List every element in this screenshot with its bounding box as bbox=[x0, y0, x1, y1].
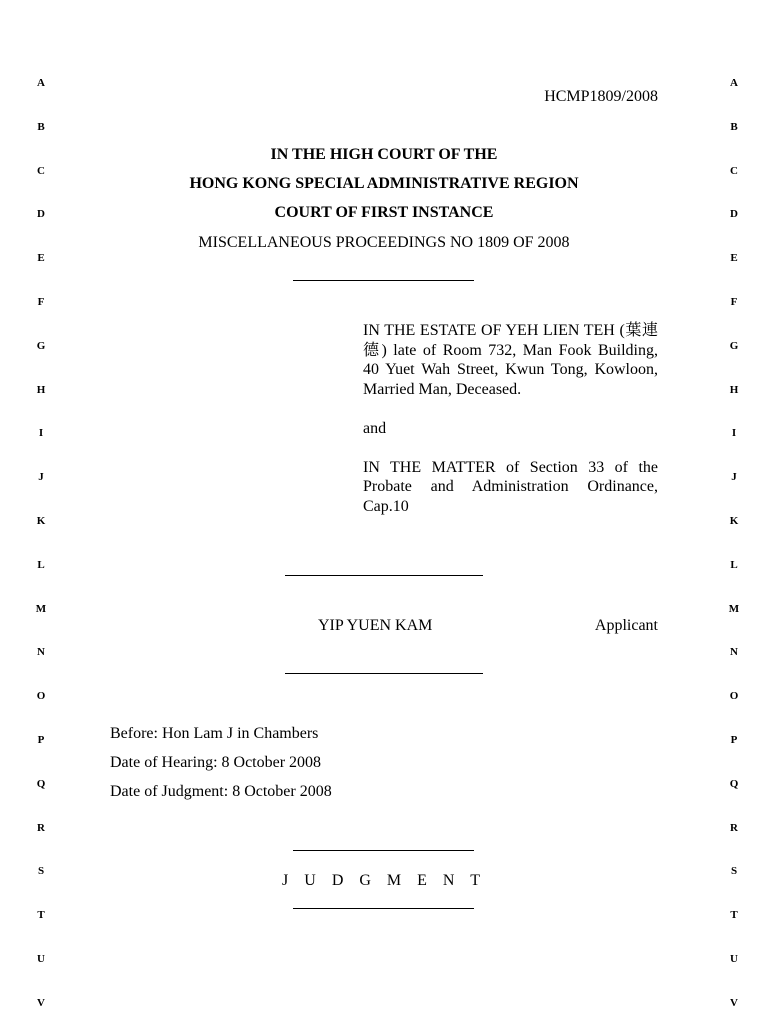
court-heading-line-2: HONG KONG SPECIAL ADMINISTRATIVE REGION bbox=[189, 175, 579, 192]
margin-letter-left: H bbox=[36, 384, 46, 396]
margin-letter-right: C bbox=[730, 165, 738, 177]
matter-block bbox=[363, 321, 658, 516]
margin-letter-left: R bbox=[37, 822, 45, 834]
margin-letter-left: K bbox=[36, 515, 46, 527]
date-of-hearing: Date of Hearing: 8 October 2008 bbox=[110, 754, 322, 771]
conjunction-text: and bbox=[363, 419, 387, 437]
divider-rule bbox=[285, 673, 483, 674]
margin-letter-left: A bbox=[37, 77, 45, 89]
applicant-role: Applicant bbox=[594, 617, 658, 634]
margin-letter-left: F bbox=[37, 296, 45, 308]
margin-letter-right: I bbox=[731, 427, 737, 439]
court-heading-line-3: COURT OF FIRST INSTANCE bbox=[274, 204, 494, 221]
margin-letter-right: G bbox=[729, 340, 739, 352]
before-judge: Before: Hon Lam J in Chambers bbox=[110, 725, 319, 742]
margin-letter-left: P bbox=[37, 734, 45, 746]
divider-rule bbox=[285, 575, 483, 576]
date-of-judgment: Date of Judgment: 8 October 2008 bbox=[110, 783, 332, 800]
margin-letter-right: E bbox=[730, 252, 738, 264]
margin-letter-right: B bbox=[730, 121, 738, 133]
margin-letter-left: B bbox=[37, 121, 45, 133]
margin-letter-left: O bbox=[36, 690, 46, 702]
margin-letter-left: J bbox=[38, 471, 44, 483]
divider-rule bbox=[293, 850, 474, 851]
margin-letter-left: T bbox=[37, 909, 45, 921]
margin-letter-right: S bbox=[730, 865, 738, 877]
proceedings-number: MISCELLANEOUS PROCEEDINGS NO 1809 OF 2008 bbox=[198, 234, 570, 251]
margin-letter-right: V bbox=[730, 997, 738, 1009]
margin-letter-left: N bbox=[37, 646, 45, 658]
judgment-title: J U D G M E N T bbox=[282, 872, 486, 889]
applicant-name: YIP YUEN KAM bbox=[318, 617, 433, 634]
margin-letter-left: E bbox=[37, 252, 45, 264]
margin-letter-right: P bbox=[730, 734, 738, 746]
margin-letter-right: L bbox=[730, 559, 738, 571]
margin-letter-left: S bbox=[37, 865, 45, 877]
margin-letter-right: M bbox=[728, 603, 740, 615]
margin-letter-left: Q bbox=[36, 778, 46, 790]
margin-letter-left: I bbox=[38, 427, 44, 439]
court-heading-line-1: IN THE HIGH COURT OF THE bbox=[270, 146, 498, 163]
margin-letter-left: D bbox=[37, 208, 45, 220]
margin-letter-left: C bbox=[37, 165, 45, 177]
margin-letter-right: N bbox=[730, 646, 738, 658]
statute-description: IN THE MATTER of Section 33 of the Probate and Administration Ordinance, Cap.10 bbox=[363, 458, 658, 515]
estate-description: IN THE ESTATE OF YEH LIEN TEH (葉連德) late of Room 732, Man Fook Building, 40 Yuet Wah Street, Kwun Tong, Kowloon, Married Man, Deceased. bbox=[363, 322, 658, 398]
margin-letter-left: M bbox=[35, 603, 47, 615]
margin-letter-right: H bbox=[729, 384, 739, 396]
margin-letter-right: Q bbox=[729, 778, 739, 790]
divider-rule bbox=[293, 908, 474, 909]
margin-letter-left: G bbox=[36, 340, 46, 352]
margin-letter-left: L bbox=[37, 559, 45, 571]
margin-letter-right: A bbox=[730, 77, 738, 89]
divider-rule bbox=[293, 280, 474, 281]
margin-letter-right: O bbox=[729, 690, 739, 702]
margin-letter-right: K bbox=[729, 515, 739, 527]
margin-letter-right: J bbox=[731, 471, 737, 483]
margin-letter-right: D bbox=[730, 208, 738, 220]
case-number: HCMP1809/2008 bbox=[544, 88, 658, 105]
margin-letter-left: V bbox=[37, 997, 45, 1009]
margin-letter-right: R bbox=[730, 822, 738, 834]
margin-letter-right: F bbox=[730, 296, 738, 308]
margin-letter-right: U bbox=[730, 953, 738, 965]
margin-letter-right: T bbox=[730, 909, 738, 921]
margin-letter-left: U bbox=[37, 953, 45, 965]
